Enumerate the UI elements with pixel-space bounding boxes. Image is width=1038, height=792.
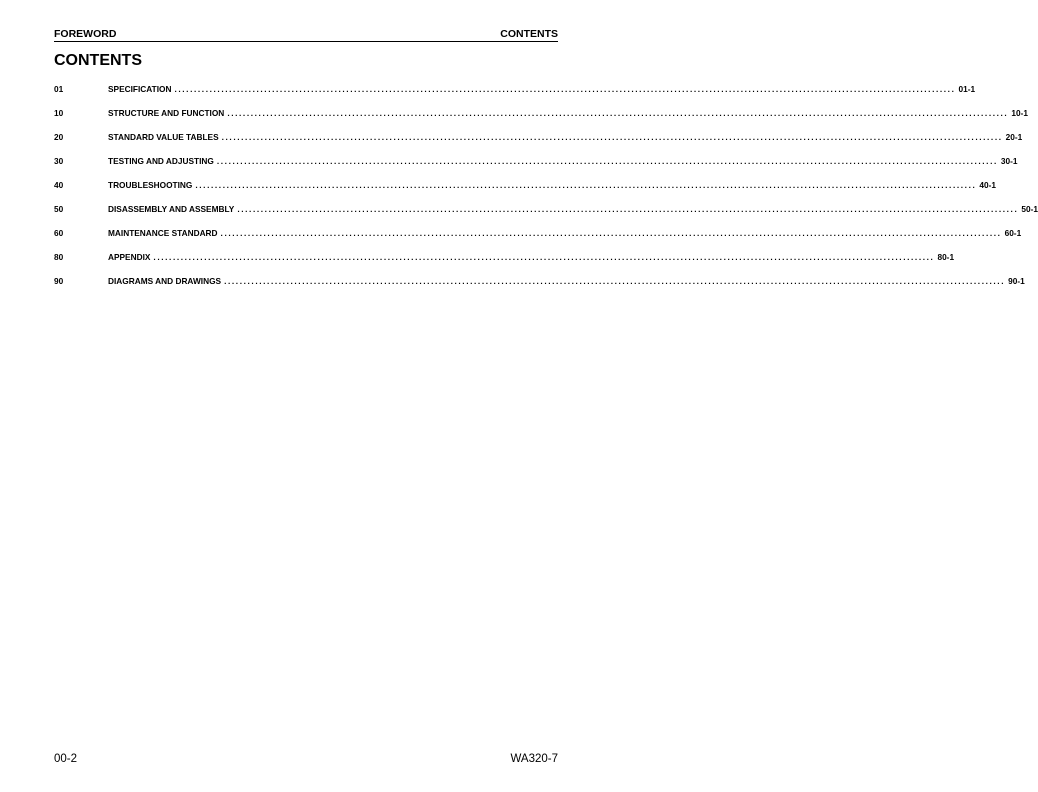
toc-entry-standard-value-tables[interactable] bbox=[54, 132, 1023, 156]
toc-entry-title: DIAGRAMS AND DRAWINGS bbox=[108, 276, 222, 286]
dot-leader: ........................................................................................................................................................................................................ bbox=[237, 204, 1019, 214]
toc-entry-title: STRUCTURE AND FUNCTION bbox=[108, 108, 225, 118]
toc-entry-title: TROUBLESHOOTING bbox=[108, 180, 193, 190]
toc-entry-number: 01 bbox=[54, 84, 64, 94]
header-section-label: FOREWORD bbox=[54, 28, 117, 40]
toc-entry-title: STANDARD VALUE TABLES bbox=[108, 132, 219, 142]
dot-leader: ........................................................................................................................................................................................................ bbox=[174, 84, 956, 94]
toc-entry-specification[interactable] bbox=[54, 84, 976, 108]
table-of-contents bbox=[54, 84, 1038, 300]
footer-page-number: 00-2 bbox=[54, 753, 78, 765]
footer-model-name: WA320-7 bbox=[510, 753, 558, 765]
toc-entry-page: 90-1 bbox=[1008, 276, 1025, 286]
toc-entry-page: 20-1 bbox=[1005, 132, 1023, 142]
dot-leader: ........................................................................................................................................................................................................ bbox=[220, 228, 1002, 238]
toc-entry-maintenance-standard[interactable] bbox=[54, 228, 1022, 252]
page-title: CONTENTS bbox=[54, 52, 142, 69]
dot-leader: ........................................................................................................................................................................................................ bbox=[216, 156, 998, 166]
toc-entry-title: TESTING AND ADJUSTING bbox=[108, 156, 214, 166]
toc-entry-title: APPENDIX bbox=[108, 252, 151, 262]
page-footer bbox=[54, 752, 558, 766]
toc-entry-number: 40 bbox=[54, 180, 64, 190]
toc-entry-number: 80 bbox=[54, 252, 64, 262]
toc-entry-page: 80-1 bbox=[937, 252, 955, 262]
toc-entry-number: 50 bbox=[54, 204, 64, 214]
header-chapter-label: CONTENTS bbox=[500, 28, 558, 40]
dot-leader: ........................................................................................................................................................................................................ bbox=[195, 180, 977, 190]
toc-entry-title: SPECIFICATION bbox=[108, 84, 172, 94]
dot-leader: ........................................................................................................................................................................................................ bbox=[153, 252, 935, 262]
running-header bbox=[54, 26, 558, 42]
toc-entry-disassembly-and-assembly[interactable] bbox=[54, 204, 1038, 228]
toc-entry-troubleshooting[interactable] bbox=[54, 180, 996, 204]
toc-entry-page: 40-1 bbox=[979, 180, 996, 190]
toc-entry-number: 90 bbox=[54, 276, 64, 286]
toc-entry-diagrams-and-drawings[interactable] bbox=[54, 276, 1025, 300]
toc-entry-testing-and-adjusting[interactable] bbox=[54, 156, 1018, 180]
dot-leader: ........................................................................................................................................................................................................ bbox=[221, 132, 1003, 142]
toc-entry-page: 30-1 bbox=[1000, 156, 1018, 166]
toc-entry-number: 30 bbox=[54, 156, 64, 166]
toc-entry-page: 60-1 bbox=[1004, 228, 1022, 238]
dot-leader: ........................................................................................................................................................................................................ bbox=[227, 108, 1009, 118]
toc-entry-structure-and-function[interactable] bbox=[54, 108, 1028, 132]
toc-entry-number: 60 bbox=[54, 228, 64, 238]
toc-entry-number: 20 bbox=[54, 132, 64, 142]
toc-entry-page: 10-1 bbox=[1011, 108, 1028, 118]
toc-entry-title: DISASSEMBLY AND ASSEMBLY bbox=[108, 204, 235, 214]
toc-entry-number: 10 bbox=[54, 108, 64, 118]
toc-entry-page: 01-1 bbox=[958, 84, 976, 94]
toc-entry-title: MAINTENANCE STANDARD bbox=[108, 228, 218, 238]
toc-entry-appendix[interactable] bbox=[54, 252, 955, 276]
toc-entry-page: 50-1 bbox=[1021, 204, 1038, 214]
dot-leader: ........................................................................................................................................................................................................ bbox=[224, 276, 1006, 286]
